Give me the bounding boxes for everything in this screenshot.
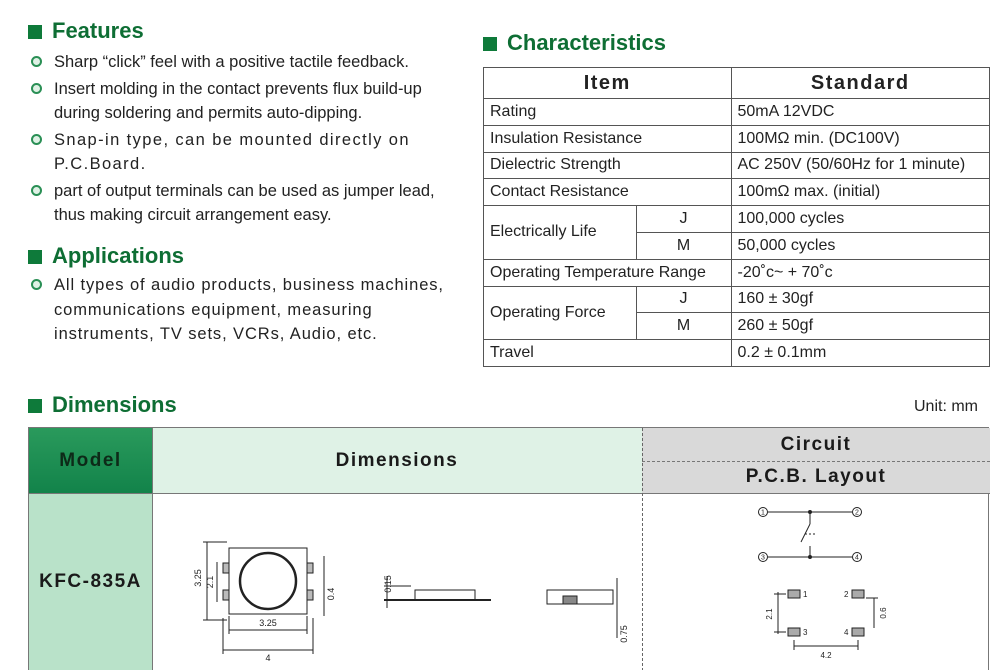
terminal	[307, 563, 313, 573]
table-row: Travel 0.2 ± 0.1mm	[484, 340, 990, 367]
features-heading	[28, 18, 144, 44]
dim-label: 0.15	[383, 575, 393, 593]
dimension-drawing	[179, 538, 629, 668]
applications-title: Applications	[52, 243, 185, 268]
applications-list	[28, 273, 448, 349]
features-title: Features	[52, 18, 144, 43]
bullet-icon	[31, 56, 42, 67]
pcb-pad	[852, 590, 864, 598]
terminal	[223, 563, 229, 573]
characteristics-table	[483, 67, 990, 367]
pcb-pad	[852, 628, 864, 636]
characteristics-title: Characteristics	[507, 30, 666, 55]
svg-text:4: 4	[855, 554, 859, 562]
section-square-icon	[28, 250, 42, 264]
header-dimensions: Dimensions	[152, 428, 642, 493]
header-pcb-layout: P.C.B. Layout	[642, 461, 990, 493]
section-square-icon	[28, 399, 42, 413]
dim-label: 3.25	[193, 569, 203, 587]
dim-label: 4.2	[820, 651, 832, 660]
table-row: Dielectric Strength AC 250V (50/60Hz for 1 minute)	[484, 152, 990, 179]
table-row: M 50,000 cycles	[484, 232, 990, 259]
list-item: Sharp “click” feel with a positive tactile feedback.	[28, 50, 458, 75]
pcb-pad	[788, 628, 800, 636]
bullet-icon	[31, 279, 42, 290]
svg-text:1: 1	[761, 509, 765, 517]
column-divider	[152, 428, 153, 670]
list-item: part of output terminals can be used as jumper lead, thus making circuit arrangement easy.	[28, 179, 458, 228]
terminal	[307, 590, 313, 600]
list-item: Insert molding in the contact prevents flux build-up during soldering and permits auto-dipping.	[28, 77, 458, 126]
unit-label: Unit: mm	[914, 398, 978, 415]
dimensions-title: Dimensions	[52, 392, 177, 417]
table-header-row	[484, 68, 990, 99]
svg-text:3: 3	[803, 628, 808, 637]
header-circuit: Circuit	[642, 428, 990, 461]
dim-label: 2.1	[765, 608, 774, 620]
pcb-layout-drawing	[744, 578, 894, 666]
switch-contact	[801, 524, 810, 542]
actuator-circle	[240, 553, 296, 609]
row-divider	[29, 493, 990, 494]
svg-text:2: 2	[855, 509, 859, 517]
bullet-icon	[31, 134, 42, 145]
table-row: Operating Temperature Range -20˚c~ + 70˚c	[484, 259, 990, 286]
dim-label: 4	[265, 653, 271, 663]
side-view-body	[415, 590, 475, 600]
section-square-icon	[28, 25, 42, 39]
header-divider-dashed	[642, 461, 990, 462]
list-item: All types of audio products, business machines, communications equipment, measuring instruments, TV sets, VCRs, Audio, etc.	[28, 273, 448, 347]
svg-text:2: 2	[844, 590, 849, 599]
bullet-icon	[31, 185, 42, 196]
features-list	[28, 50, 458, 230]
table-row: Operating Force J 160 ± 30gf	[484, 286, 990, 313]
applications-heading	[28, 243, 184, 269]
table-row: Electrically Life J 100,000 cycles	[484, 206, 990, 233]
circuit-drawing	[749, 504, 889, 574]
table-row: Rating 50mA 12VDC	[484, 99, 990, 126]
section-square-icon	[483, 37, 497, 51]
dim-label: 0.6	[879, 607, 888, 619]
table-row: Insulation Resistance 100MΩ min. (DC100V)	[484, 125, 990, 152]
dim-label: 0.75	[619, 625, 629, 643]
dimensions-table	[28, 427, 989, 670]
svg-text:3: 3	[761, 554, 765, 562]
dimensions-heading	[28, 392, 177, 418]
svg-text:4: 4	[844, 628, 849, 637]
pcb-pad	[788, 590, 800, 598]
header-model: Model	[29, 428, 152, 493]
end-view-body	[547, 590, 613, 604]
model-cell: KFC-835A	[29, 493, 152, 670]
list-item: Snap-in type, can be mounted directly on P.C.Board.	[28, 128, 458, 177]
dim-label: 0.4	[326, 587, 336, 601]
terminal	[223, 590, 229, 600]
bullet-icon	[31, 83, 42, 94]
header-item: Item	[484, 68, 732, 99]
characteristics-heading	[483, 30, 666, 56]
table-row: M 260 ± 50gf	[484, 313, 990, 340]
table-row: Contact Resistance 100mΩ max. (initial)	[484, 179, 990, 206]
column-divider-dashed	[642, 428, 643, 670]
header-standard: Standard	[731, 68, 990, 99]
dim-label: 3.25	[259, 618, 277, 628]
svg-text:1: 1	[803, 590, 808, 599]
dim-label: 2.1	[205, 575, 215, 589]
